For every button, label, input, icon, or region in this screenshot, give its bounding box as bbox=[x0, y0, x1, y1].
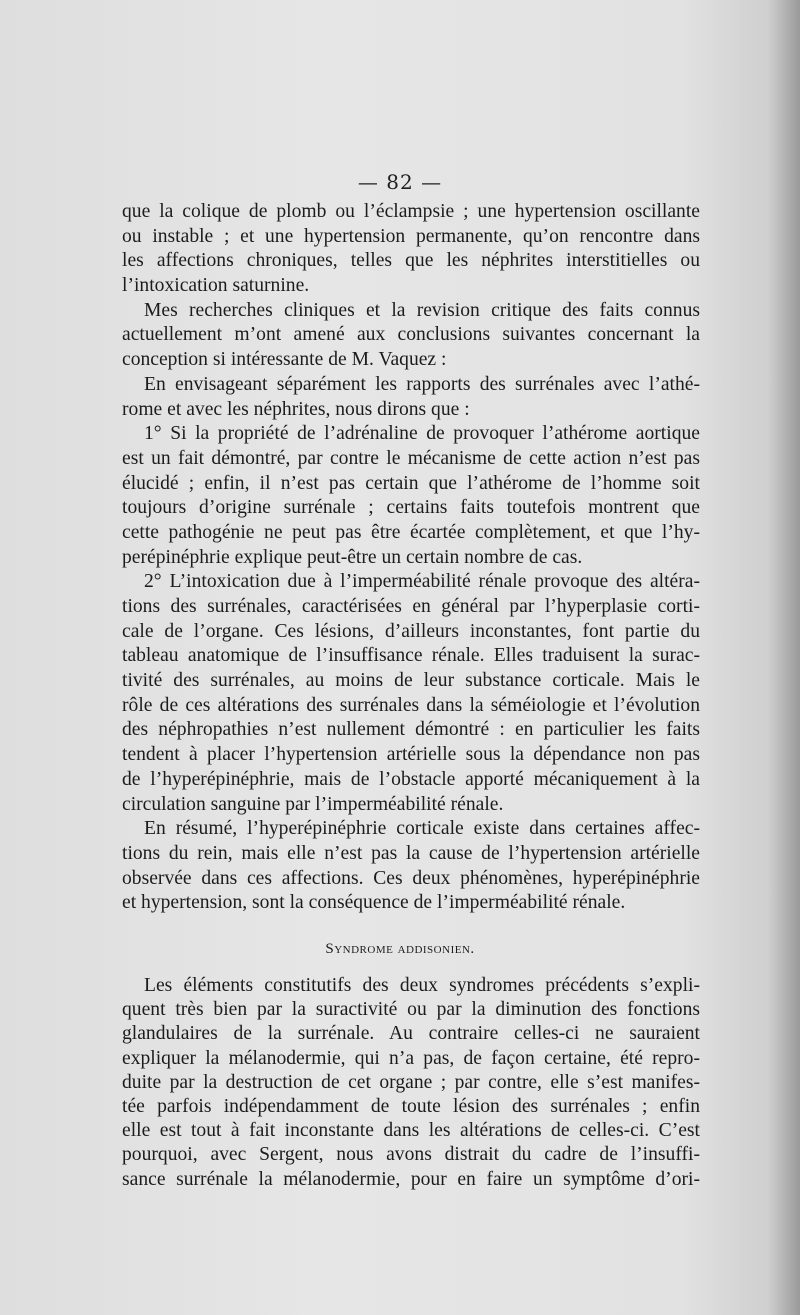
paragraph bbox=[122, 300, 700, 374]
text-line: En résumé, l’hyperépinéphrie corticale existe dans certaines affec- bbox=[144, 818, 700, 840]
text-line: tions du rein, mais elle n’est pas la cause de l’hypertension artérielle bbox=[122, 842, 700, 864]
text-line: duite par la destruction de cet organe ; par contre, elle s’est manifes- bbox=[122, 1071, 700, 1093]
text-line: rôle de ces altérations des surrénales dans la séméiologie et l’évolution bbox=[122, 694, 700, 716]
text-line: l’intoxication saturnine. bbox=[122, 275, 310, 297]
text-line: conception si intéressante de M. Vaquez : bbox=[122, 349, 447, 371]
text-line: des néphropathies n’est nullement démontré : en particulier les faits bbox=[122, 719, 700, 741]
page-number: — 82 — bbox=[357, 170, 443, 194]
paragraph bbox=[122, 374, 700, 423]
text-line: Mes recherches cliniques et la revision critique des faits connus bbox=[144, 299, 700, 321]
text-line: 2° L’intoxication due à l’imperméabilité rénale provoque des altéra- bbox=[144, 571, 700, 593]
text-line: tendent à placer l’hypertension artérielle sous la dépendance non pas bbox=[122, 744, 700, 766]
text-line: perépinéphrie explique peut-être un certain nombre de cas. bbox=[122, 546, 583, 568]
text-line: circulation sanguine par l’imperméabilité rénale. bbox=[122, 793, 504, 815]
paragraph bbox=[122, 818, 700, 917]
text-line: En envisageant séparément les rapports des surrénales avec l’athé- bbox=[144, 373, 700, 395]
paragraph bbox=[122, 571, 700, 818]
text-line: est un fait démontré, par contre le mécanisme de cette action n’est pas bbox=[122, 447, 700, 469]
text-line: tions des surrénales, caractérisées en général par l’hyperplasie corti- bbox=[122, 596, 700, 617]
text-line: elle est tout à fait inconstante dans les altérations de celles-ci. C’est bbox=[122, 1120, 700, 1142]
text-line: tableau anatomique de l’insuffisance rénale. Elles traduisent la surac- bbox=[122, 645, 700, 667]
text-line: glandulaires de la surrénale. Au contraire celles-ci ne sauraient bbox=[122, 1023, 700, 1045]
text-line: les affections chroniques, telles que les néphrites interstitielles ou bbox=[122, 250, 700, 272]
body-text-continued bbox=[122, 975, 700, 1193]
text-line: actuellement m’ont amené aux conclusions suivantes concernant la bbox=[122, 324, 700, 346]
text-line: de l’hyperépinéphrie, mais de l’obstacle apporté mécaniquement à la bbox=[122, 768, 700, 790]
text-line: tée parfois indépendamment de toute lésion des surrénales ; enfin bbox=[122, 1095, 700, 1117]
text-line: élucidé ; enfin, il n’est pas certain que l’athérome de l’homme soit bbox=[122, 472, 700, 494]
text-line: cette pathogénie ne peut pas être écartée complètement, et que l’hy- bbox=[122, 521, 700, 543]
text-line: et hypertension, sont la conséquence de l’imperméabilité rénale. bbox=[122, 892, 626, 914]
text-line: que la colique de plomb ou l’éclampsie ; une hypertension oscillante bbox=[122, 201, 700, 222]
section-heading: Syndrome addisonien. bbox=[325, 941, 475, 957]
paragraph bbox=[122, 975, 700, 1193]
body-text bbox=[122, 201, 700, 917]
text-line: Les éléments constitutifs des deux syndromes précédents s’expli- bbox=[144, 975, 700, 996]
text-line: tivité des surrénales, au moins de leur substance corticale. Mais le bbox=[122, 670, 700, 692]
text-line: observée dans ces affections. Ces deux phénomènes, hyperépinéphrie bbox=[122, 867, 700, 889]
text-line: sance surrénale la mélanodermie, pour en faire un symptôme d’ori- bbox=[122, 1168, 700, 1190]
paragraph bbox=[122, 423, 700, 571]
paragraph bbox=[122, 201, 700, 300]
text-line: ou instable ; et une hypertension permanente, qu’on rencontre dans bbox=[122, 225, 700, 247]
text-line: quent très bien par la suractivité ou par la diminution des fonctions bbox=[122, 999, 700, 1021]
text-line: rome et avec les néphrites, nous dirons que : bbox=[122, 398, 470, 420]
text-line: pourquoi, avec Sergent, nous avons distrait du cadre de l’insuffi- bbox=[122, 1144, 700, 1166]
text-line: expliquer la mélanodermie, qui n’a pas, de façon certaine, été repro- bbox=[122, 1047, 700, 1069]
text-line: toujours d’origine surrénale ; certains faits toutefois montrent que bbox=[122, 497, 700, 519]
text-line: 1° Si la propriété de l’adrénaline de provoquer l’athérome aortique bbox=[144, 423, 700, 445]
text-line: cale de l’organe. Ces lésions, d’ailleurs inconstantes, font partie du bbox=[122, 620, 700, 642]
